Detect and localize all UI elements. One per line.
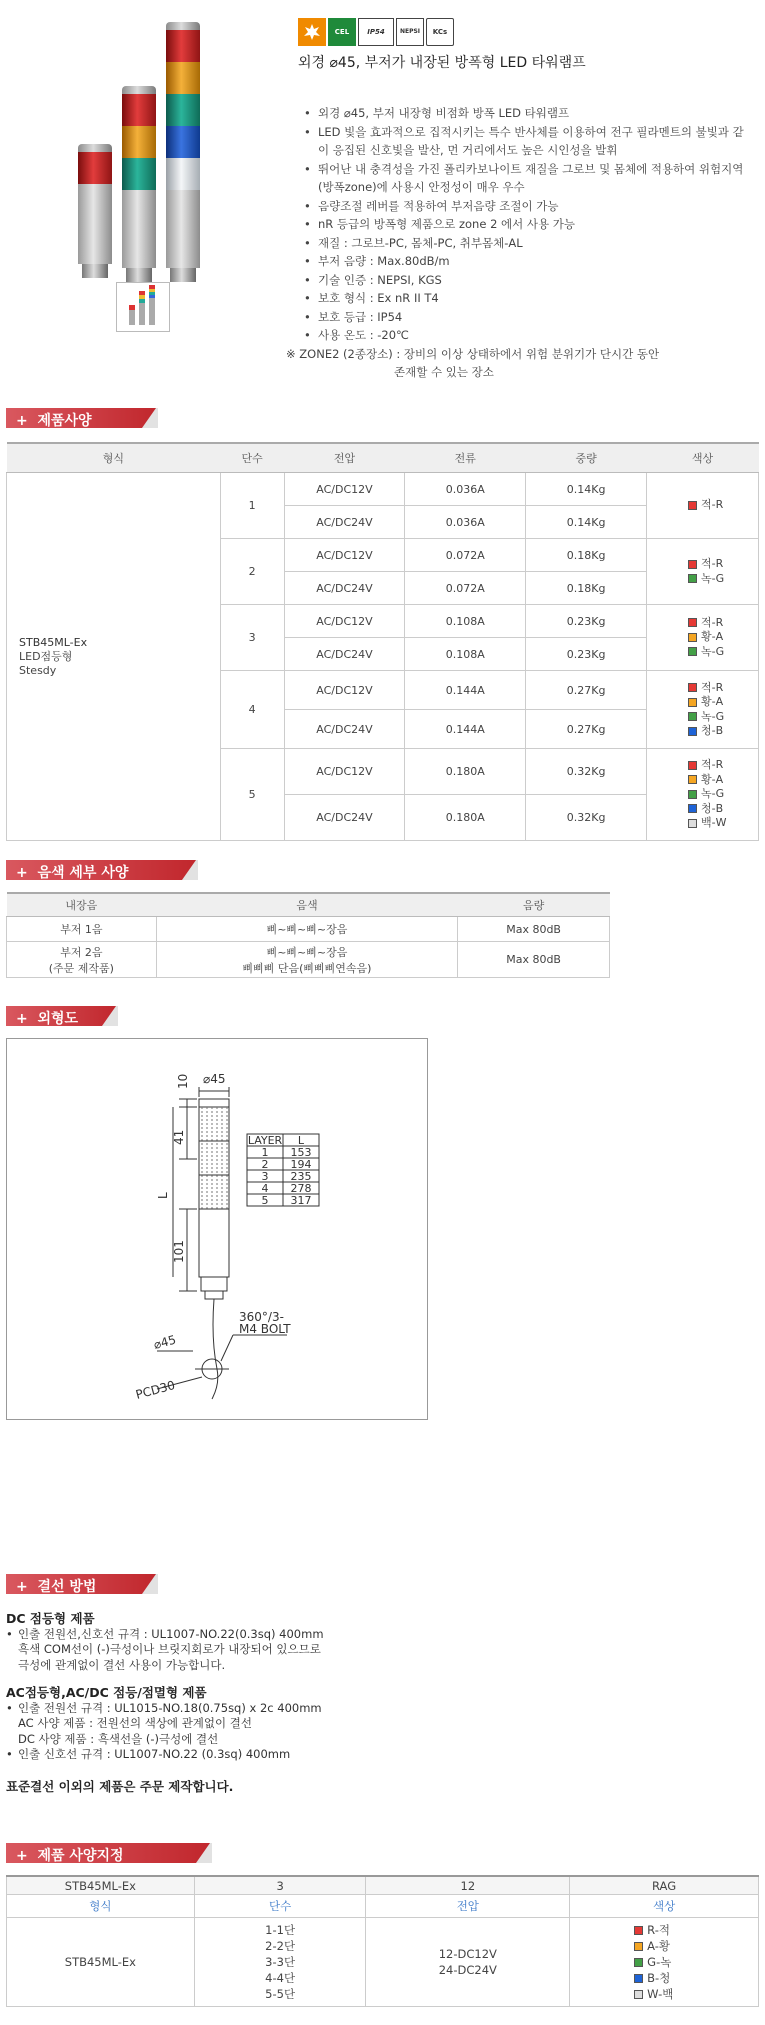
sound-header: 음량 bbox=[458, 893, 610, 917]
green-swatch-icon bbox=[688, 790, 697, 799]
current-cell: 0.144A bbox=[405, 710, 526, 749]
zone-note: ※ ZONE2 (2종장소) : 장비의 이상 상태하에서 위험 분위기가 단시간 동안 bbox=[286, 346, 660, 361]
color-cell: 적-R bbox=[647, 473, 759, 539]
layer-cell: 194 bbox=[290, 1158, 312, 1171]
layer-cell: 317 bbox=[290, 1194, 312, 1207]
spec-header: 색상 bbox=[647, 443, 759, 473]
voltage-cell: AC/DC24V bbox=[284, 795, 405, 841]
feature-list bbox=[286, 104, 754, 382]
current-cell: 0.144A bbox=[405, 671, 526, 710]
weight-cell: 0.14Kg bbox=[526, 506, 647, 539]
product-title: 외경 ⌀45, 부저가 내장된 방폭형 LED 타워램프 bbox=[298, 55, 586, 71]
model-cell bbox=[7, 473, 221, 841]
voltage-cell: AC/DC12V bbox=[284, 539, 405, 572]
order-voltage: 12-DC12V 24-DC24V bbox=[366, 1918, 570, 2007]
order-label: 전압 bbox=[366, 1895, 570, 1918]
product-thumbnail[interactable] bbox=[116, 282, 170, 332]
tier-cell: 3 bbox=[220, 605, 284, 671]
weight-cell: 0.18Kg bbox=[526, 539, 647, 572]
order-table bbox=[6, 1875, 759, 2007]
weight-cell: 0.18Kg bbox=[526, 572, 647, 605]
layer-cell: 3 bbox=[261, 1170, 269, 1183]
weight-cell: 0.32Kg bbox=[526, 749, 647, 795]
pcd-label: PCD30 bbox=[134, 1377, 177, 1402]
wiring-section bbox=[6, 1605, 706, 1794]
current-cell: 0.108A bbox=[405, 605, 526, 638]
weight-cell: 0.23Kg bbox=[526, 638, 647, 671]
wiring-heading: AC점등형,AC/DC 점등/점멸형 제품 bbox=[6, 1685, 207, 1700]
order-model: STB45ML-Ex bbox=[7, 1918, 195, 2007]
ip54-cert-icon: IP54 bbox=[358, 18, 394, 46]
red-swatch-icon bbox=[688, 618, 697, 627]
amber-swatch-icon bbox=[688, 775, 697, 784]
feature-item: • 부저 음량 : Max.80dB/m bbox=[304, 252, 754, 271]
dim-l-label: L bbox=[156, 1192, 170, 1199]
current-cell: 0.036A bbox=[405, 473, 526, 506]
tier-cell: 2 bbox=[220, 539, 284, 605]
model-type: LED점등형 bbox=[19, 649, 73, 663]
feature-item: • 재질 : 그로브-PC, 몸체-PC, 취부몸체-AL bbox=[304, 234, 754, 253]
blue-swatch-icon bbox=[688, 727, 697, 736]
color-cell: 적-R 녹-G bbox=[647, 539, 759, 605]
section-header-sound: + 음색 세부 사양 bbox=[6, 860, 158, 880]
feature-item: • 보호 형식 : Ex nR II T4 bbox=[304, 289, 754, 308]
current-cell: 0.036A bbox=[405, 506, 526, 539]
red-swatch-icon bbox=[688, 501, 697, 510]
cel-cert-icon: CEL bbox=[328, 18, 356, 46]
explosion-proof-icon bbox=[298, 18, 326, 46]
dim-41-label: 41 bbox=[172, 1129, 186, 1145]
wiring-item: • 인출 신호선 규격 : UL1007-NO.22 (0.3sq) 400mm bbox=[6, 1747, 706, 1763]
spec-header: 중량 bbox=[526, 443, 647, 473]
dim-101-label: 101 bbox=[172, 1240, 186, 1263]
wiring-item: 극성에 관계없이 결선 사용이 가능합니다. bbox=[18, 1657, 226, 1672]
white-swatch-icon bbox=[634, 1990, 643, 1999]
order-label: 색상 bbox=[570, 1895, 759, 1918]
section-header-drawing: + 외형도 bbox=[6, 1006, 158, 1026]
color-cell: 적-R 황-A 녹-G 청-B 백-W bbox=[647, 749, 759, 841]
weight-cell: 0.27Kg bbox=[526, 710, 647, 749]
layer-cell: 5 bbox=[261, 1194, 269, 1207]
product-image-3-tier bbox=[122, 86, 156, 286]
tier-cell: 1 bbox=[220, 473, 284, 539]
layer-cell: 153 bbox=[290, 1146, 312, 1159]
layer-header: L bbox=[297, 1134, 305, 1147]
product-image-5-tier bbox=[166, 22, 200, 284]
sound-name: 부저 2음 (주문 제작품) bbox=[7, 942, 157, 978]
blue-swatch-icon bbox=[688, 804, 697, 813]
wiring-footer: 표준결선 이외의 제품은 주문 제작합니다. bbox=[6, 1778, 234, 1794]
feature-item: • nR 등급의 방폭형 제품으로 zone 2 에서 사용 가능 bbox=[304, 215, 754, 234]
green-swatch-icon bbox=[688, 574, 697, 583]
red-swatch-icon bbox=[688, 683, 697, 692]
zone-note-cont: 존재할 수 있는 장소 bbox=[394, 365, 494, 379]
red-swatch-icon bbox=[688, 560, 697, 569]
feature-item: • 외경 ⌀45, 부저 내장형 비점화 방폭 LED 타워램프 bbox=[304, 104, 754, 123]
current-cell: 0.180A bbox=[405, 749, 526, 795]
base-diameter-label: ⌀45 bbox=[152, 1332, 178, 1352]
current-cell: 0.072A bbox=[405, 572, 526, 605]
spec-header: 전압 bbox=[284, 443, 405, 473]
wiring-item: 흑색 COM선이 (-)극성이나 브릿지회로가 내장되어 있으므로 bbox=[18, 1642, 321, 1656]
product-image-1-tier bbox=[78, 144, 112, 294]
current-cell: 0.108A bbox=[405, 638, 526, 671]
order-label: 단수 bbox=[194, 1895, 366, 1918]
order-label: 형식 bbox=[7, 1895, 195, 1918]
weight-cell: 0.32Kg bbox=[526, 795, 647, 841]
voltage-cell: AC/DC24V bbox=[284, 572, 405, 605]
order-code: 12 bbox=[366, 1876, 570, 1895]
red-swatch-icon bbox=[634, 1926, 643, 1935]
layer-header: LAYER bbox=[247, 1134, 283, 1147]
feature-item: • 뛰어난 내 충격성을 가진 폴리카보나이트 재질을 그로브 및 몸체에 적용하여 위험지역(방폭zone)에 사용시 안정성이 매우 우수 bbox=[304, 160, 754, 197]
dim-diameter-label: ⌀45 bbox=[203, 1072, 226, 1086]
layer-cell: 2 bbox=[261, 1158, 269, 1171]
amber-swatch-icon bbox=[634, 1942, 643, 1951]
weight-cell: 0.14Kg bbox=[526, 473, 647, 506]
nepsi-cert-icon: NEPSI bbox=[396, 18, 424, 46]
amber-swatch-icon bbox=[688, 633, 697, 642]
spec-header: 전류 bbox=[405, 443, 526, 473]
sound-header: 내장음 bbox=[7, 893, 157, 917]
spec-header: 단수 bbox=[220, 443, 284, 473]
order-code: RAG bbox=[570, 1876, 759, 1895]
color-cell: 적-R 황-A 녹-G bbox=[647, 605, 759, 671]
feature-item: • LED 빛을 효과적으로 집적시키는 특수 반사체를 이용하여 전구 필라멘트의 불빛과 같이 응집된 신호빛을 발산, 먼 거리에서도 높은 시인성을 발휘 bbox=[304, 123, 754, 160]
layer-cell: 4 bbox=[261, 1182, 269, 1195]
tier-cell: 5 bbox=[220, 749, 284, 841]
white-swatch-icon bbox=[688, 819, 697, 828]
color-cell: 적-R 황-A 녹-G 청-B bbox=[647, 671, 759, 749]
feature-item: • 보호 등급 : IP54 bbox=[304, 308, 754, 327]
voltage-cell: AC/DC12V bbox=[284, 605, 405, 638]
model-name: STB45ML-Ex bbox=[19, 635, 88, 649]
order-code: 3 bbox=[194, 1876, 366, 1895]
sound-table bbox=[6, 892, 610, 978]
layer-cell: 1 bbox=[261, 1146, 269, 1159]
section-header-order: + 제품 사양지정 bbox=[6, 1843, 158, 1863]
amber-swatch-icon bbox=[688, 698, 697, 707]
layer-cell: 235 bbox=[290, 1170, 312, 1183]
bolt-label-2: M4 BOLT bbox=[239, 1322, 291, 1336]
green-swatch-icon bbox=[688, 647, 697, 656]
voltage-cell: AC/DC12V bbox=[284, 749, 405, 795]
wiring-item: • 인출 전원선,신호선 규격 : UL1007-NO.22(0.3sq) 400mm bbox=[6, 1627, 706, 1643]
wiring-item: • 인출 전원선 규격 : UL1015-NO.18(0.75sq) x 2c 400mm bbox=[6, 1701, 706, 1717]
sound-volume: Max 80dB bbox=[458, 917, 610, 942]
spec-header: 형식 bbox=[7, 443, 221, 473]
voltage-cell: AC/DC12V bbox=[284, 473, 405, 506]
voltage-cell: AC/DC24V bbox=[284, 710, 405, 749]
sound-volume: Max 80dB bbox=[458, 942, 610, 978]
feature-item: • 기술 인증 : NEPSI, KGS bbox=[304, 271, 754, 290]
wiring-item: DC 사양 제품 : 흑색선을 (-)극성에 결선 bbox=[18, 1731, 219, 1746]
section-header-wiring: + 결선 방법 bbox=[6, 1574, 158, 1594]
sound-header: 음색 bbox=[156, 893, 457, 917]
order-tiers: 1-1단 2-2단 3-3단 4-4단 5-5단 bbox=[194, 1918, 366, 2007]
voltage-cell: AC/DC24V bbox=[284, 638, 405, 671]
layer-cell: 278 bbox=[290, 1182, 312, 1195]
blue-swatch-icon bbox=[634, 1974, 643, 1983]
sound-name: 부저 1음 bbox=[7, 917, 157, 942]
feature-item: • 음량조절 레버를 적용하여 부저음량 조절이 가능 bbox=[304, 197, 754, 216]
voltage-cell: AC/DC12V bbox=[284, 671, 405, 710]
weight-cell: 0.23Kg bbox=[526, 605, 647, 638]
current-cell: 0.072A bbox=[405, 539, 526, 572]
weight-cell: 0.27Kg bbox=[526, 671, 647, 710]
wiring-heading: DC 점등형 제품 bbox=[6, 1611, 95, 1626]
sound-tone: 삐~삐~삐~장음 삐삐삐 단음(삐삐삐연속음) bbox=[156, 942, 457, 978]
green-swatch-icon bbox=[688, 712, 697, 721]
tier-cell: 4 bbox=[220, 671, 284, 749]
wiring-item: AC 사양 제품 : 전원선의 색상에 관계없이 결선 bbox=[18, 1716, 253, 1730]
order-code: STB45ML-Ex bbox=[7, 1876, 195, 1895]
red-swatch-icon bbox=[688, 761, 697, 770]
model-mode: Stesdy bbox=[19, 663, 57, 677]
kcs-cert-icon: KCs bbox=[426, 18, 454, 46]
order-colors: R-적 A-황 G-녹 B-청 W-백 bbox=[570, 1918, 759, 2007]
feature-item: • 사용 온도 : -20℃ bbox=[304, 326, 754, 345]
green-swatch-icon bbox=[634, 1958, 643, 1967]
bolt-label-1: 360°/3- bbox=[239, 1310, 284, 1324]
voltage-cell: AC/DC24V bbox=[284, 506, 405, 539]
section-header-spec: + 제품사양 bbox=[6, 408, 158, 428]
spec-table bbox=[6, 442, 759, 841]
dimension-drawing bbox=[6, 1038, 428, 1420]
dim-top-label: 10 bbox=[176, 1073, 190, 1089]
current-cell: 0.180A bbox=[405, 795, 526, 841]
sound-tone: 삐~삐~삐~장음 bbox=[156, 917, 457, 942]
